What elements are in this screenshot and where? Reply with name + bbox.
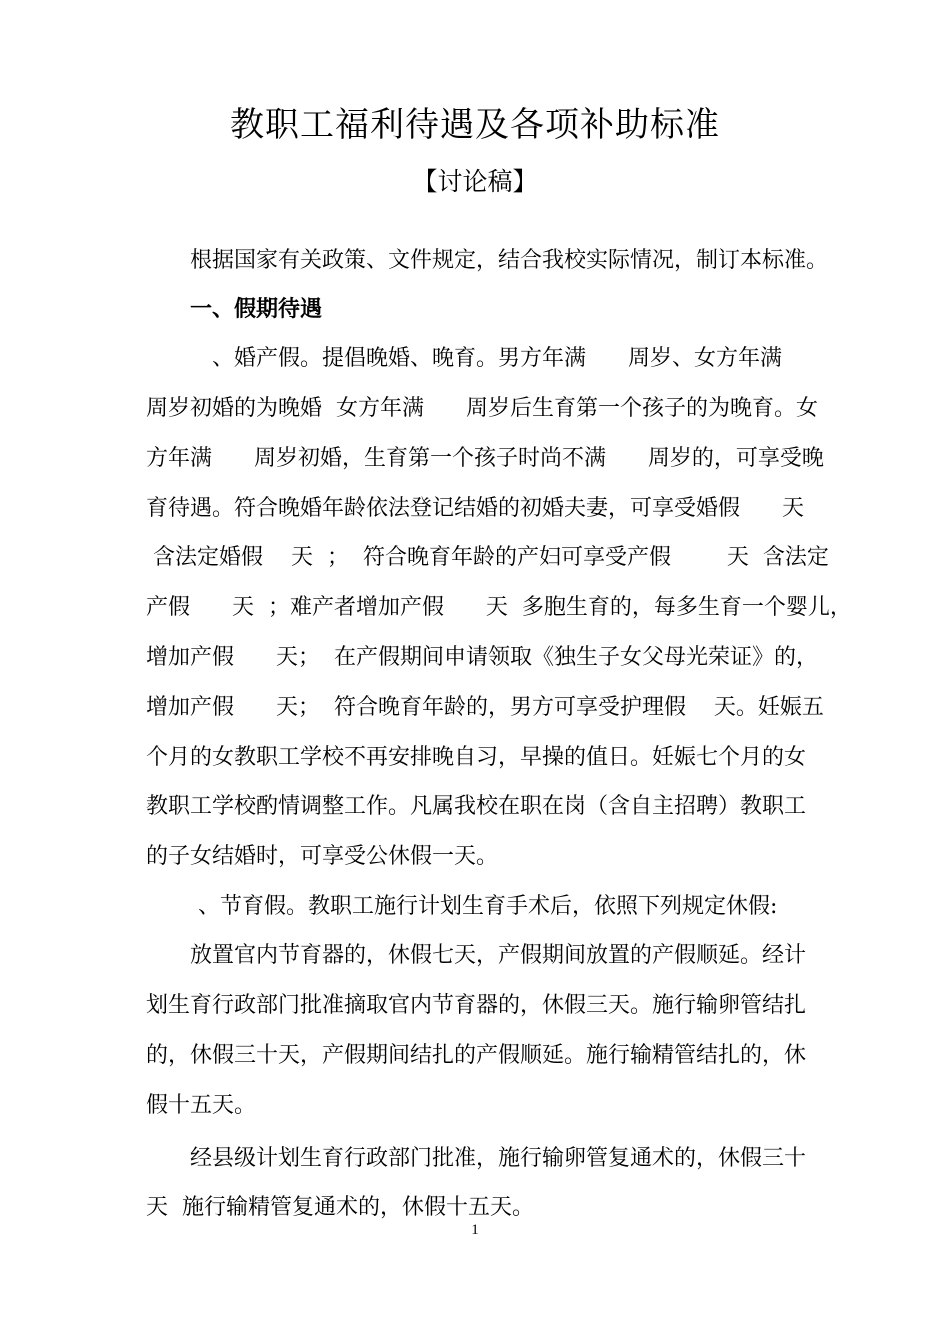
- page-number: 1: [471, 1222, 479, 1238]
- text-line: 方年满 周岁初婚，生育第一个孩子时尚不满 周岁的，可享受晚: [146, 446, 824, 471]
- text-line: 教职工学校酌情调整工作。凡属我校在职在岗（含自主招聘）教职工: [146, 794, 807, 819]
- page-title: 教职工福利待遇及各项补助标准: [230, 105, 720, 145]
- text-line: 个月的女教职工学校不再安排晚自习，早操的值日。妊娠七个月的女: [146, 745, 807, 770]
- text-line: 假十五天。: [146, 1093, 257, 1118]
- text-line: 产假 天 ；难产者增加产假 天 多胞生育的，每多生育一个婴儿，: [146, 595, 852, 620]
- text-line: 经县级计划生育行政部门批准，施行输卵管复通术的，休假三十: [190, 1146, 807, 1171]
- text-line: 的子女结婚时，可享受公休假一天。: [146, 844, 499, 869]
- text-line: 、婚产假。提倡晚婚、晚育。男方年满 周岁、女方年满: [212, 346, 782, 371]
- text-line: 划生育行政部门批准摘取官内节育器的，休假三天。施行输卵管结扎: [146, 993, 807, 1018]
- page-subtitle: 【讨论稿】: [412, 167, 538, 196]
- text-line: 增加产假 天； 在产假期间申请领取《独生子女父母光荣证》的，: [146, 645, 818, 670]
- text-line: 含法定婚假 天 ； 符合晚育年龄的产妇可享受产假 天 含法定: [146, 545, 829, 570]
- text-line: 天 施行输精管复通术的，休假十五天。: [146, 1195, 534, 1220]
- section-heading: 一、假期待遇: [190, 297, 323, 322]
- text-line: 育待遇。符合晚婚年龄依法登记结婚的初婚夫妻，可享受婚假 天: [146, 496, 804, 521]
- text-line: 放置官内节育器的，休假七天，产假期间放置的产假顺延。经计: [190, 943, 807, 968]
- text-line: 增加产假 天； 符合晚育年龄的，男方可享受护理假 天。妊娠五: [146, 695, 824, 720]
- text-line: 的，休假三十天，产假期间结扎的产假顺延。施行输精管结扎的，休: [146, 1043, 807, 1068]
- text-line: 、节育假。教职工施行计划生育手术后，依照下列规定休假:: [198, 894, 778, 919]
- intro-paragraph: 根据国家有关政策、文件规定，结合我校实际情况，制订本标准。: [190, 248, 829, 273]
- text-line: 周岁初婚的为晚婚 女方年满 周岁后生育第一个孩子的为晚育。女: [146, 396, 818, 421]
